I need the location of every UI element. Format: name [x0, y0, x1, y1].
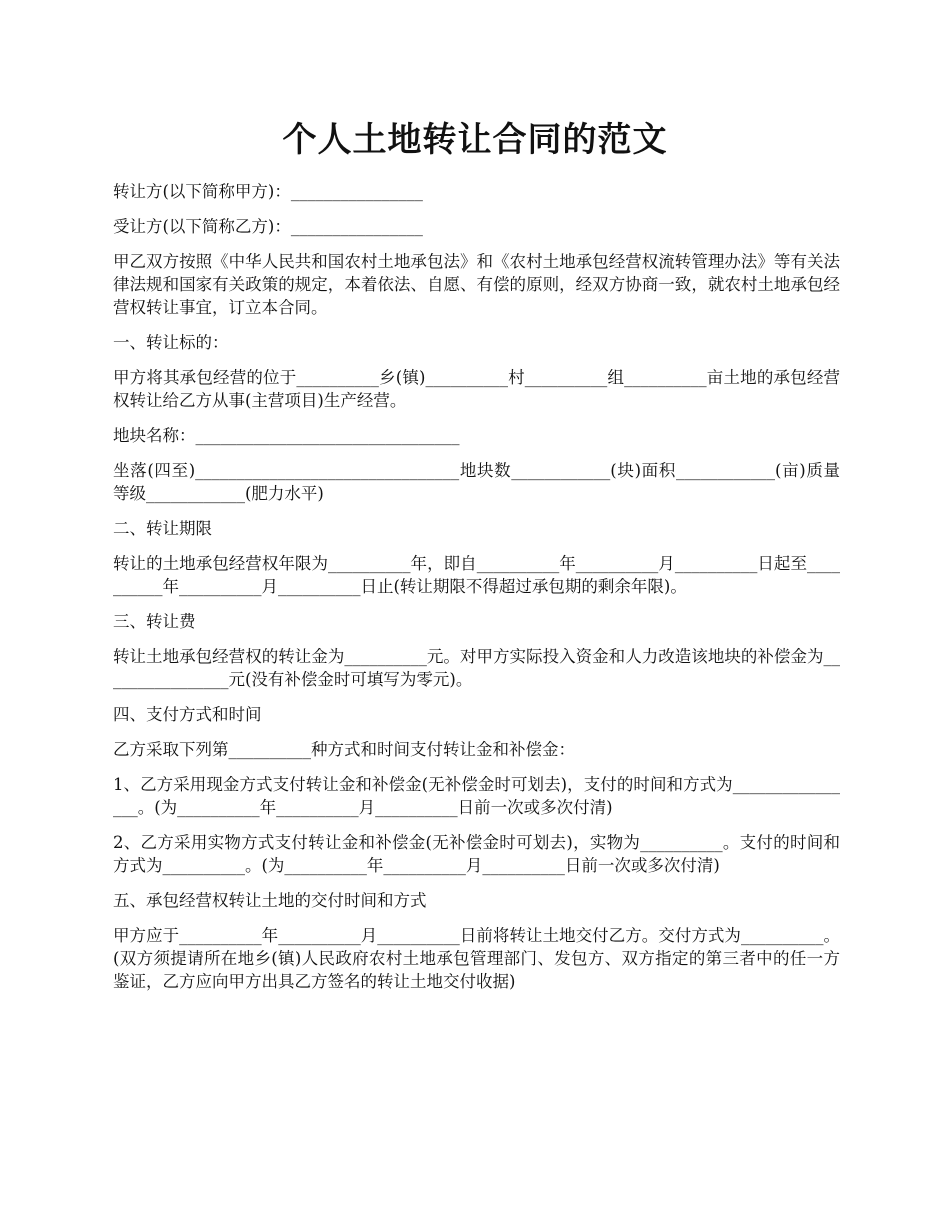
preamble-paragraph: 甲乙双方按照《中华人民共和国农村土地承包法》和《农村土地承包经营权流转管理办法》等有关法律法规和国家有关政策的规定，本着依法、自愿、有偿的原则，经双方协商一致，就农村土地承包经营权转让事宜，订立本合同。	[113, 252, 840, 317]
section-heading-4: 四、支付方式和时间	[113, 705, 262, 724]
plot-name-line: 地块名称：________________________________	[113, 426, 460, 445]
transferor-line: 转让方(以下简称甲方)：________________	[113, 182, 423, 201]
transferee-line: 受让方(以下简称乙方)：________________	[113, 217, 423, 236]
payment-option-goods: 2、乙方采用实物方式支付转让金和补偿金(无补偿金时可划去)，实物为__________。支付的时间和方式为__________。(为__________年__________月__________日前一次或多次付清)	[113, 833, 840, 875]
section-heading-5: 五、承包经营权转让土地的交付时间和方式	[113, 891, 427, 910]
payment-option-cash: 1、乙方采用现金方式支付转让金和补偿金(无补偿金时可划去)，支付的时间和方式为________________。(为__________年__________月__________日前一次或多次付清)	[113, 775, 840, 817]
delivery-paragraph: 甲方应于__________年__________月__________日前将转让土地交付乙方。交付方式为__________。(双方须提请所在地乡(镇)人民政府农村土地承包管理部门、发包方、双方指定的第三者中的任一方鉴证，乙方应向甲方出具乙方签名的转让土地交付收据)	[113, 926, 840, 991]
payment-choice-line: 乙方采取下列第__________种方式和时间支付转让金和补偿金：	[113, 740, 575, 759]
document-body	[113, 180, 840, 1005]
fee-paragraph: 转让土地承包经营权的转让金为__________元。对甲方实际投入资金和人力改造该地块的补偿金为________________元(没有补偿金时可填写为零元)。	[113, 647, 840, 689]
section-heading-1: 一、转让标的：	[113, 333, 229, 352]
land-location-paragraph: 甲方将其承包经营的位于__________乡(镇)__________村__________组__________亩土地的承包经营权转让给乙方从事(主营项目)生产经营。	[113, 368, 840, 410]
document-title: 个人土地转让合同的范文	[282, 120, 668, 160]
plot-details-paragraph: 坐落(四至)________________________________地块数____________(块)面积____________(亩)质量等级____________(肥力水平)	[113, 461, 840, 503]
section-heading-2: 二、转让期限	[113, 519, 212, 538]
term-paragraph: 转让的土地承包经营权年限为__________年，即自__________年__________月__________日起至__________年__________月__________日止(转让期限不得超过承包期的剩余年限)。	[113, 554, 840, 596]
section-heading-3: 三、转让费	[113, 612, 196, 631]
